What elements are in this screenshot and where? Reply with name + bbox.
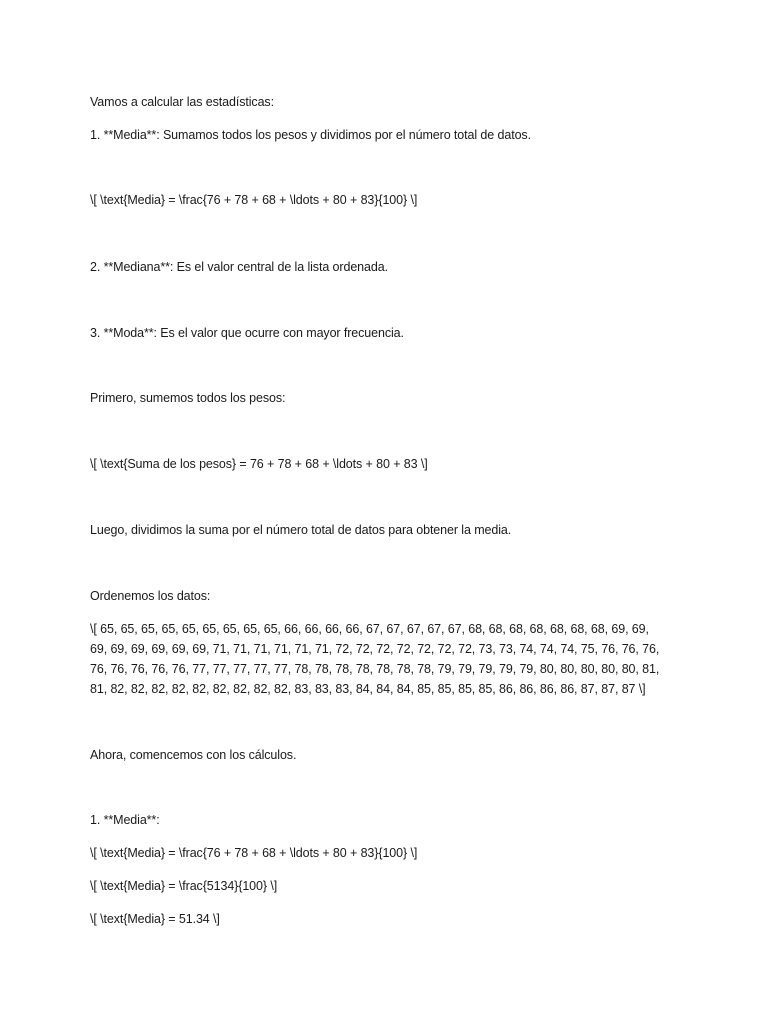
step-media-heading: 1. **Media**: Sumamos todos los pesos y dividimos por el número total de datos.: [90, 128, 531, 142]
calc-intro-text: Ahora, comencemos con los cálculos.: [90, 748, 297, 762]
sort-intro-text: Ordenemos los datos:: [90, 589, 211, 603]
sorted-data-line: 81, 82, 82, 82, 82, 82, 82, 82, 82, 82, 83, 83, 83, 84, 84, 84, 85, 85, 85, 85, 86, 86, 86, 86, 87, 87, 87 \]: [90, 682, 646, 696]
step-mediana-heading: 2. **Mediana**: Es el valor central de la lista ordenada.: [90, 260, 388, 274]
intro-text: Vamos a calcular las estadísticas:: [90, 95, 274, 109]
step-moda-heading: 3. **Moda**: Es el valor que ocurre con mayor frecuencia.: [90, 326, 404, 340]
formula-suma: \[ \text{Suma de los pesos} = 76 + 78 + 68 + \ldots + 80 + 83 \]: [90, 457, 428, 471]
divide-text: Luego, dividimos la suma por el número total de datos para obtener la media.: [90, 523, 512, 537]
calc-media-formula: \[ \text{Media} = \frac{76 + 78 + 68 + \ldots + 80 + 83}{100} \]: [90, 846, 418, 860]
calc-media-heading: 1. **Media**:: [90, 813, 160, 827]
calc-media-result: \[ \text{Media} = 51.34 \]: [90, 912, 220, 926]
calc-media-fraction: \[ \text{Media} = \frac{5134}{100} \]: [90, 879, 278, 893]
sorted-data-line: \[ 65, 65, 65, 65, 65, 65, 65, 65, 65, 66, 66, 66, 66, 67, 67, 67, 67, 67, 68, 68, 68, 68, 68, 68, 68, 69, 69,: [90, 622, 649, 636]
sorted-data-line: 76, 76, 76, 76, 76, 77, 77, 77, 77, 77, 78, 78, 78, 78, 78, 78, 78, 79, 79, 79, 79, 79, 80, 80, 80, 80, 80, 81,: [90, 662, 660, 676]
sorted-data-line: 69, 69, 69, 69, 69, 69, 71, 71, 71, 71, 71, 71, 72, 72, 72, 72, 72, 72, 72, 73, 73, 74, 74, 74, 75, 76, 76, 76,: [90, 642, 660, 656]
formula-media: \[ \text{Media} = \frac{76 + 78 + 68 + \ldots + 80 + 83}{100} \]: [90, 193, 418, 207]
sum-intro-text: Primero, sumemos todos los pesos:: [90, 391, 286, 405]
document-page: [90, 0, 690, 1024]
